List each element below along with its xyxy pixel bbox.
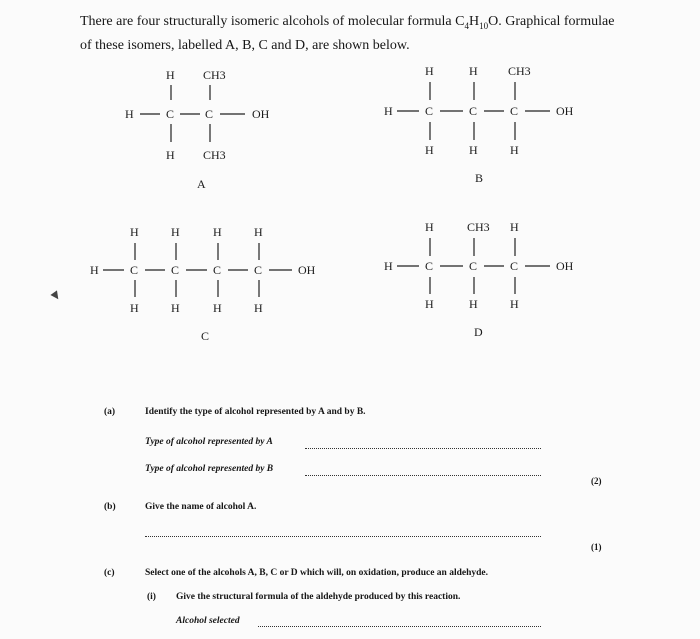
atom: H: [469, 64, 478, 78]
atom: H: [166, 148, 175, 162]
atom: C: [510, 104, 519, 118]
intro-line-1: There are four structurally isomeric alcohols of molecular formula $C_4H_{10}O$. Graphical formulae: [80, 14, 615, 31]
atom: H: [125, 107, 134, 121]
question-b-label: (b): [104, 502, 116, 512]
atom: H: [166, 68, 175, 82]
atom: H: [384, 259, 393, 273]
alcohol-selected-line[interactable]: [258, 626, 541, 627]
atom: C: [205, 107, 214, 121]
atom: CH3: [203, 148, 226, 162]
atom: H: [130, 301, 139, 315]
atom: OH: [556, 104, 574, 118]
question-b-text: Give the name of alcohol A.: [145, 502, 257, 512]
molecule-label-d: D: [474, 325, 483, 339]
atom: H: [469, 143, 478, 157]
atom: C: [425, 104, 434, 118]
atom: C: [469, 104, 478, 118]
alcohol-selected-label: Alcohol selected: [176, 616, 240, 626]
atom: C: [171, 263, 180, 277]
atom: C: [425, 259, 434, 273]
question-a-label: (a): [104, 407, 116, 417]
atom: C: [130, 263, 139, 277]
atom: H: [510, 143, 519, 157]
atom: OH: [252, 107, 270, 121]
atom: C: [469, 259, 478, 273]
question-c-label: (c): [104, 568, 115, 578]
atom: OH: [556, 259, 574, 273]
question-a-text: Identify the type of alcohol represented by A and by B.: [145, 407, 366, 417]
answer-a-line-2[interactable]: [305, 475, 541, 476]
atom: H: [171, 301, 180, 315]
answer-a-line-2-label: Type of alcohol represented by B: [145, 464, 274, 474]
atom: CH3: [467, 220, 490, 234]
atom: H: [425, 297, 434, 311]
molecule-label-c: C: [201, 329, 210, 343]
molecule-c: [90, 225, 316, 343]
question-c-i-label: (i): [147, 592, 156, 602]
atom: C: [166, 107, 175, 121]
atom: H: [254, 301, 263, 315]
atom: H: [425, 220, 434, 234]
atom: H: [130, 225, 139, 239]
molecule-label-a: A: [197, 177, 206, 191]
atom: H: [469, 297, 478, 311]
atom: C: [510, 259, 519, 273]
intro-line-2: of these isomers, labelled A, B, C and D, are shown below.: [80, 37, 410, 53]
marks-a: (2): [591, 476, 602, 486]
atom: C: [254, 263, 263, 277]
answer-a-line-1[interactable]: [305, 448, 541, 449]
atom: CH3: [508, 64, 531, 78]
atom: H: [171, 225, 180, 239]
atom: H: [425, 64, 434, 78]
answer-a-line-1-label: Type of alcohol represented by A: [145, 437, 273, 447]
atom: H: [425, 143, 434, 157]
atom: H: [384, 104, 393, 118]
atom: H: [510, 220, 519, 234]
atom: H: [213, 225, 222, 239]
molecule-label-b: B: [475, 171, 484, 185]
atom: C: [213, 263, 222, 277]
atom: H: [213, 301, 222, 315]
atom: H: [254, 225, 263, 239]
atom: CH3: [203, 68, 226, 82]
atom: OH: [298, 263, 316, 277]
atom: H: [90, 263, 99, 277]
molecule-b: [384, 64, 574, 185]
molecule-a: [125, 68, 270, 191]
question-c-text: Select one of the alcohols A, B, C or D which will, on oxidation, produce an aldehyde.: [145, 568, 488, 578]
molecule-d: [384, 220, 574, 339]
marks-b: (1): [591, 542, 602, 552]
question-c-i-text: Give the structural formula of the aldehyde produced by this reaction.: [176, 592, 461, 602]
atom: H: [510, 297, 519, 311]
answer-b-line[interactable]: [145, 536, 541, 537]
